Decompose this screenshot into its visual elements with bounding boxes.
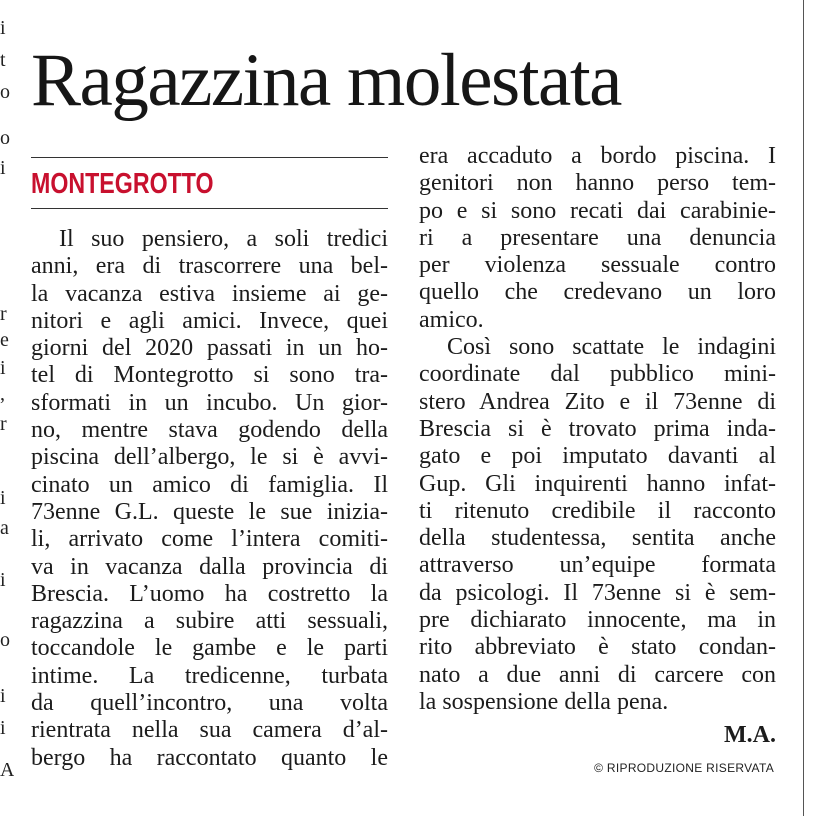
article-line: nitori e agli amici. Invece, quei <box>31 307 388 334</box>
article-line: piscina dell’albergo, le si è avvi- <box>31 444 388 471</box>
edge-fragment: i <box>0 17 6 39</box>
article-line: Così sono scattate le indagini <box>447 334 776 361</box>
adjacent-column-fragments <box>0 0 14 816</box>
edge-fragment: t <box>0 49 6 71</box>
edge-fragment: o <box>0 81 10 103</box>
article-line: Brescia. L’uomo ha costretto la <box>31 580 388 607</box>
edge-fragment: o <box>0 127 10 149</box>
column-rule <box>803 0 804 816</box>
edge-fragment: i <box>0 357 6 379</box>
article-line: giorni del 2020 passati in un ho- <box>31 335 388 362</box>
article-column-right <box>419 143 776 716</box>
edge-fragment: , <box>0 383 5 405</box>
edge-fragment: o <box>0 629 10 651</box>
edge-fragment: i <box>0 487 6 509</box>
article-line: genitori non hanno perso tem- <box>419 170 776 197</box>
edge-fragment: r <box>0 303 7 325</box>
article-line: da psicologi. Il 73enne si è sem- <box>419 579 776 606</box>
article-line: per violenza sessuale contro <box>419 252 776 279</box>
article-column-left <box>31 226 388 772</box>
article-line: quello che credevano un loro <box>419 279 776 306</box>
kicker-rule-top <box>31 157 388 158</box>
article-line: bergo ha raccontato quanto le <box>31 744 388 771</box>
article-line: nato a due anni di carcere con <box>419 661 776 688</box>
edge-fragment: i <box>0 157 6 179</box>
article-line: Il suo pensiero, a soli tredici <box>59 226 388 252</box>
kicker-rule-bottom <box>31 208 388 209</box>
article-line: da quell’incontro, una volta <box>31 690 388 717</box>
article-line: intime. La tredicenne, turbata <box>31 662 388 689</box>
edge-fragment: i <box>0 685 6 707</box>
article-line: no, mentre stava godendo della <box>31 417 388 444</box>
article-line: la vacanza estiva insieme ai ge- <box>31 280 388 307</box>
article-line: Brescia si è trovato prima inda- <box>419 415 776 442</box>
article-line: cinato un amico di famiglia. Il <box>31 471 388 498</box>
article-line: rientrata nella sua camera d’al- <box>31 717 388 744</box>
article-line: la sospensione della pena. <box>419 688 669 715</box>
edge-fragment: i <box>0 569 6 591</box>
article-line: era accaduto a bordo piscina. I <box>419 143 776 169</box>
headline: Ragazzina molestata <box>31 39 621 122</box>
article-line: della studentessa, sentita anche <box>419 525 776 552</box>
article-line: anni, era di trascorrere una bel- <box>31 253 388 280</box>
article-line: amico. <box>419 306 484 333</box>
article-line: sformati in un incubo. Un gior- <box>31 389 388 416</box>
article-line: li, arrivato come l’intera comiti- <box>31 526 388 553</box>
edge-fragment: A <box>0 759 14 781</box>
kicker-location: MONTEGROTTO <box>31 168 214 200</box>
article-line: stero Andrea Zito e il 73enne di <box>419 388 776 415</box>
article-line: ri a presentare una denuncia <box>419 224 776 251</box>
article-line: po e si sono recati dai carabinie- <box>419 197 776 224</box>
edge-fragment: i <box>0 717 6 739</box>
article-line: va in vacanza dalla provincia di <box>31 553 388 580</box>
article-line: Gup. Gli inquirenti hanno infat- <box>419 470 776 497</box>
article-line: coordinate dal pubblico mini- <box>419 361 776 388</box>
edge-fragment: e <box>0 329 9 351</box>
edge-fragment: r <box>0 413 7 435</box>
edge-fragment: a <box>0 517 9 539</box>
article-line: 73enne G.L. queste le sue inizia- <box>31 498 388 525</box>
copyright-notice: © RIPRODUZIONE RISERVATA <box>594 761 774 775</box>
article-line: rito abbreviato è stato condan- <box>419 634 776 661</box>
article-line: gato e poi imputato davanti al <box>419 443 776 470</box>
article-line: toccandole le gambe e le parti <box>31 635 388 662</box>
article-line: pre dichiarato innocente, ma in <box>419 607 776 634</box>
article-line: ti ritenuto credibile il racconto <box>419 497 776 524</box>
article-line: ragazzina a subire atti sessuali, <box>31 608 388 635</box>
author-signature: M.A. <box>724 722 776 748</box>
article-line: tel di Montegrotto si sono tra- <box>31 362 388 389</box>
article-line: attraverso un’equipe formata <box>419 552 776 579</box>
